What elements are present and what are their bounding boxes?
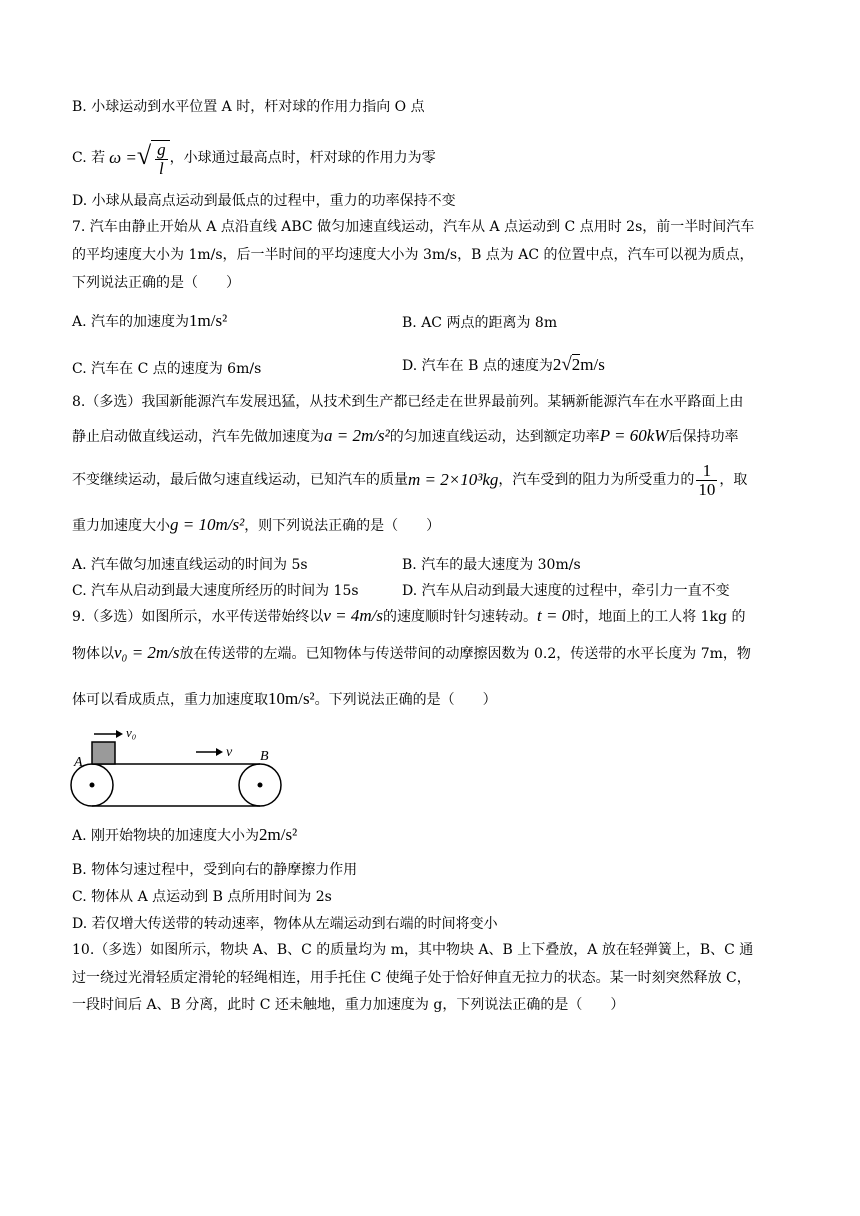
q8-stem-line1: 8.（多选）我国新能源汽车发展迅猛，从技术到生产都已经走在世界最前列。某辆新能源汽车在水平路面上由 <box>72 394 744 410</box>
fraction-one-tenth: $\frac{1}{10}$ <box>698 460 716 499</box>
q9-stem-line3: 体可以看成质点，重力加速度取10m/s²。下列说法正确的是（ ） <box>72 689 497 708</box>
left-wheel-axle <box>90 783 95 788</box>
omega-expression: ω = <box>109 148 137 167</box>
q8-option-a: A. 汽车做匀加速直线运动的时间为 5s <box>72 557 308 573</box>
q9-stem-line2: 物体以v₀ = 2m/s放在传送带的左端。已知物体与传送带间的动摩擦因数为 0.2，传送带的水平长度为 7m，物 <box>72 643 751 662</box>
v0-arrowhead <box>116 730 123 738</box>
q10-stem-line1: 10.（多选）如图所示，物块 A、B、C 的质量均为 m，其中物块 A、B 上下叠放，A 放在轻弹簧上，B、C 通 <box>72 942 754 958</box>
q8-option-c: C. 汽车从启动到最大速度所经历的时间为 15s <box>72 583 359 599</box>
q9-option-a: A. 刚开始物块的加速度大小为2m/s² <box>72 825 298 844</box>
q9-option-b: B. 物体匀速过程中，受到向右的静摩擦力作用 <box>72 862 358 878</box>
conveyor-belt-figure <box>66 722 292 812</box>
q6-option-c <box>72 138 436 178</box>
q9-stem-line1: 9.（多选）如图所示，水平传送带始终以v = 4m/s的速度顺时针匀速转动。t = 0时，地面上的工人将 1kg 的 <box>72 606 746 625</box>
q7-stem-line3: 下列说法正确的是（ ） <box>72 275 240 291</box>
q10-stem-line3: 一段时间后 A、B 分离，此时 C 还未触地，重力加速度为 g，下列说法正确的是（ ） <box>72 997 625 1013</box>
right-wheel-axle <box>258 783 263 788</box>
q7-option-b: B. AC 两点的距离为 8m <box>402 315 558 331</box>
q6-option-b: B. 小球运动到水平位置 A 时，杆对球的作用力指向 O 点 <box>72 99 425 115</box>
q8-stem-line3: 不变继续运动，最后做匀速直线运动，已知汽车的质量 m = 2×10³kg ，汽车受到的阻力为所受重力的 $\frac{1}{10}$ ，取 <box>72 460 748 499</box>
point-b-label: B <box>260 749 269 764</box>
sqrt-g-over-l: √ $\frac{g}{l}$ <box>137 138 170 179</box>
v-arrowhead <box>216 748 223 756</box>
q6-option-c-suffix: ，小球通过最高点时，杆对球的作用力为零 <box>169 150 436 166</box>
q8-stem-line4: 重力加速度大小g = 10m/s²，则下列说法正确的是（ ） <box>72 515 441 534</box>
q7-option-c: C. 汽车在 C 点的速度为 6m/s <box>72 361 262 377</box>
q7-stem-line2: 的平均速度大小为 1m/s，后一半时间的平均速度大小为 3m/s，B 点为 AC 的位置中点，汽车可以视为质点， <box>72 247 754 263</box>
q10-stem-line2: 过一绕过光滑轻质定滑轮的轻绳相连，用手托住 C 使绳子处于恰好伸直无拉力的状态。某一时刻突然释放 C， <box>72 970 751 986</box>
q8-stem-line2: 静止启动做直线运动，汽车先做加速度为a = 2m/s²的匀加速直线运动，达到额定功率P = 60kW后保持功率 <box>72 426 739 445</box>
q9-option-d: D. 若仅增大传送带的转动速率，物体从左端运动到右端的时间将变小 <box>72 916 498 932</box>
q6-option-d: D. 小球从最高点运动到最低点的过程中，重力的功率保持不变 <box>72 193 456 209</box>
q8-option-d: D. 汽车从启动到最大速度的过程中，牵引力一直不变 <box>402 583 730 599</box>
v-label: v <box>226 745 233 760</box>
q7-option-a: A. 汽车的加速度为1m/s² <box>72 311 228 330</box>
block <box>92 742 115 764</box>
q6-option-c-prefix: C. 若 <box>72 150 106 166</box>
q7-option-d: D. 汽车在 B 点的速度为2√2m/s <box>402 354 605 375</box>
point-a-label: A <box>74 755 83 770</box>
q9-option-c: C. 物体从 A 点运动到 B 点所用时间为 2s <box>72 889 332 905</box>
v0-label: v₀ <box>126 725 137 740</box>
q8-option-b: B. 汽车的最大速度为 30m/s <box>402 557 581 573</box>
q7-stem-line1: 7. 汽车由静止开始从 A 点沿直线 ABC 做匀加速直线运动，汽车从 A 点运动到 C 点用时 2s，前一半时间汽车 <box>72 219 755 235</box>
